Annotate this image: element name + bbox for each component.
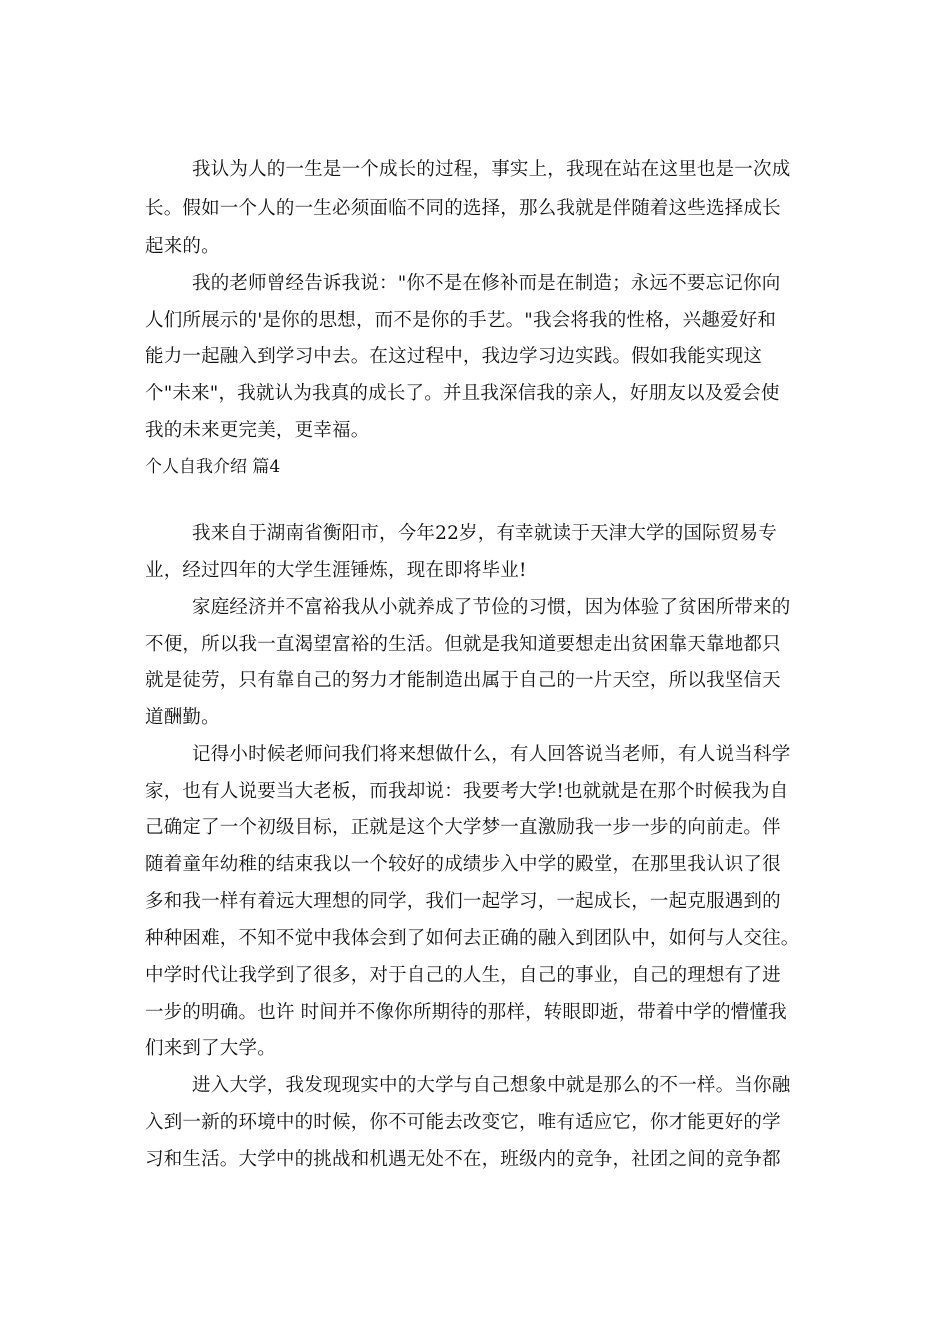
paragraph-line: 们来到了大学。 <box>145 1038 276 1059</box>
paragraph-line: 我来自于湖南省衡阳市，今年22岁，有幸就读于天津大学的国际贸易专 <box>192 523 777 544</box>
paragraph-line: 己确定了一个初级目标，正就是这个大学梦一直激励我一步一步的向前走。伴 <box>145 817 781 838</box>
paragraph-line: 入到一新的环境中的时候，你不可能去改变它，唯有适应它，你才能更好的学 <box>145 1112 781 1133</box>
paragraph-line: 人们所展示的'是你的思想，而不是你的手艺。"我会将我的性格，兴趣爱好和 <box>145 310 777 331</box>
paragraph-line: 能力一起融入到学习中去。在这过程中，我边学习边实践。假如我能实现这 <box>145 346 763 367</box>
paragraph-line: 我认为人的一生是一个成长的过程，事实上，我现在站在这里也是一次成 <box>192 159 791 180</box>
paragraph-line: 我的老师曾经告诉我说："你不是在修补而是在制造；永远不要忘记你向 <box>192 273 781 294</box>
paragraph-line: 业，经过四年的大学生涯锤炼，现在即将毕业! <box>145 560 527 581</box>
paragraph-line: 家，也有人说要当大老板，而我却说：我要考大学!也就就是在那个时候我为自 <box>145 781 789 802</box>
paragraph-line: 一步的明确。也许 时间并不像你所期待的那样，转眼即逝，带着中学的懵懂我 <box>145 1002 787 1023</box>
paragraph-line: 种种困难，不知不觉中我体会到了如何去正确的融入到团队中，如何与人交往。 <box>145 928 800 949</box>
paragraph-line: 我的未来更完美，更幸福。 <box>145 420 370 441</box>
paragraph-line: 中学时代让我学到了很多，对于自己的人生，自己的事业，自己的理想有了进 <box>145 965 781 986</box>
paragraph-line: 习和生活。大学中的挑战和机遇无处不在，班级内的竞争，社团之间的竞争都 <box>145 1149 781 1170</box>
paragraph-line: 记得小时候老师问我们将来想做什么，有人回答说当老师，有人说当科学 <box>192 744 791 765</box>
paragraph-line: 长。假如一个人的一生必须面临不同的选择，那么我就是伴随着这些选择成长 <box>145 198 781 219</box>
paragraph-line: 道酬勤。 <box>145 707 220 728</box>
paragraph-line: 家庭经济并不富裕我从小就养成了节俭的习惯，因为体验了贫困所带来的 <box>192 597 791 618</box>
paragraph-line: 就是徒劳，只有靠自己的努力才能制造出属于自己的一片天空，所以我坚信天 <box>145 670 781 691</box>
section-heading: 个人自我介绍 篇4 <box>145 457 281 477</box>
paragraph-line: 不便，所以我一直渴望富裕的生活。但就是我知道要想走出贫困靠天靠地都只 <box>145 634 781 655</box>
paragraph-line: 多和我一样有着远大理想的同学，我们一起学习，一起成长，一起克服遇到的 <box>145 891 781 912</box>
paragraph-line: 进入大学，我发现现实中的大学与自己想象中就是那么的不一样。当你融 <box>192 1075 791 1096</box>
paragraph-line: 随着童年幼稚的结束我以一个较好的成绩步入中学的殿堂，在那里我认识了很 <box>145 854 781 875</box>
paragraph-line: 个"未来"，我就认为我真的成长了。并且我深信我的亲人，好朋友以及爱会使 <box>145 383 780 404</box>
paragraph-line: 起来的。 <box>145 236 220 257</box>
